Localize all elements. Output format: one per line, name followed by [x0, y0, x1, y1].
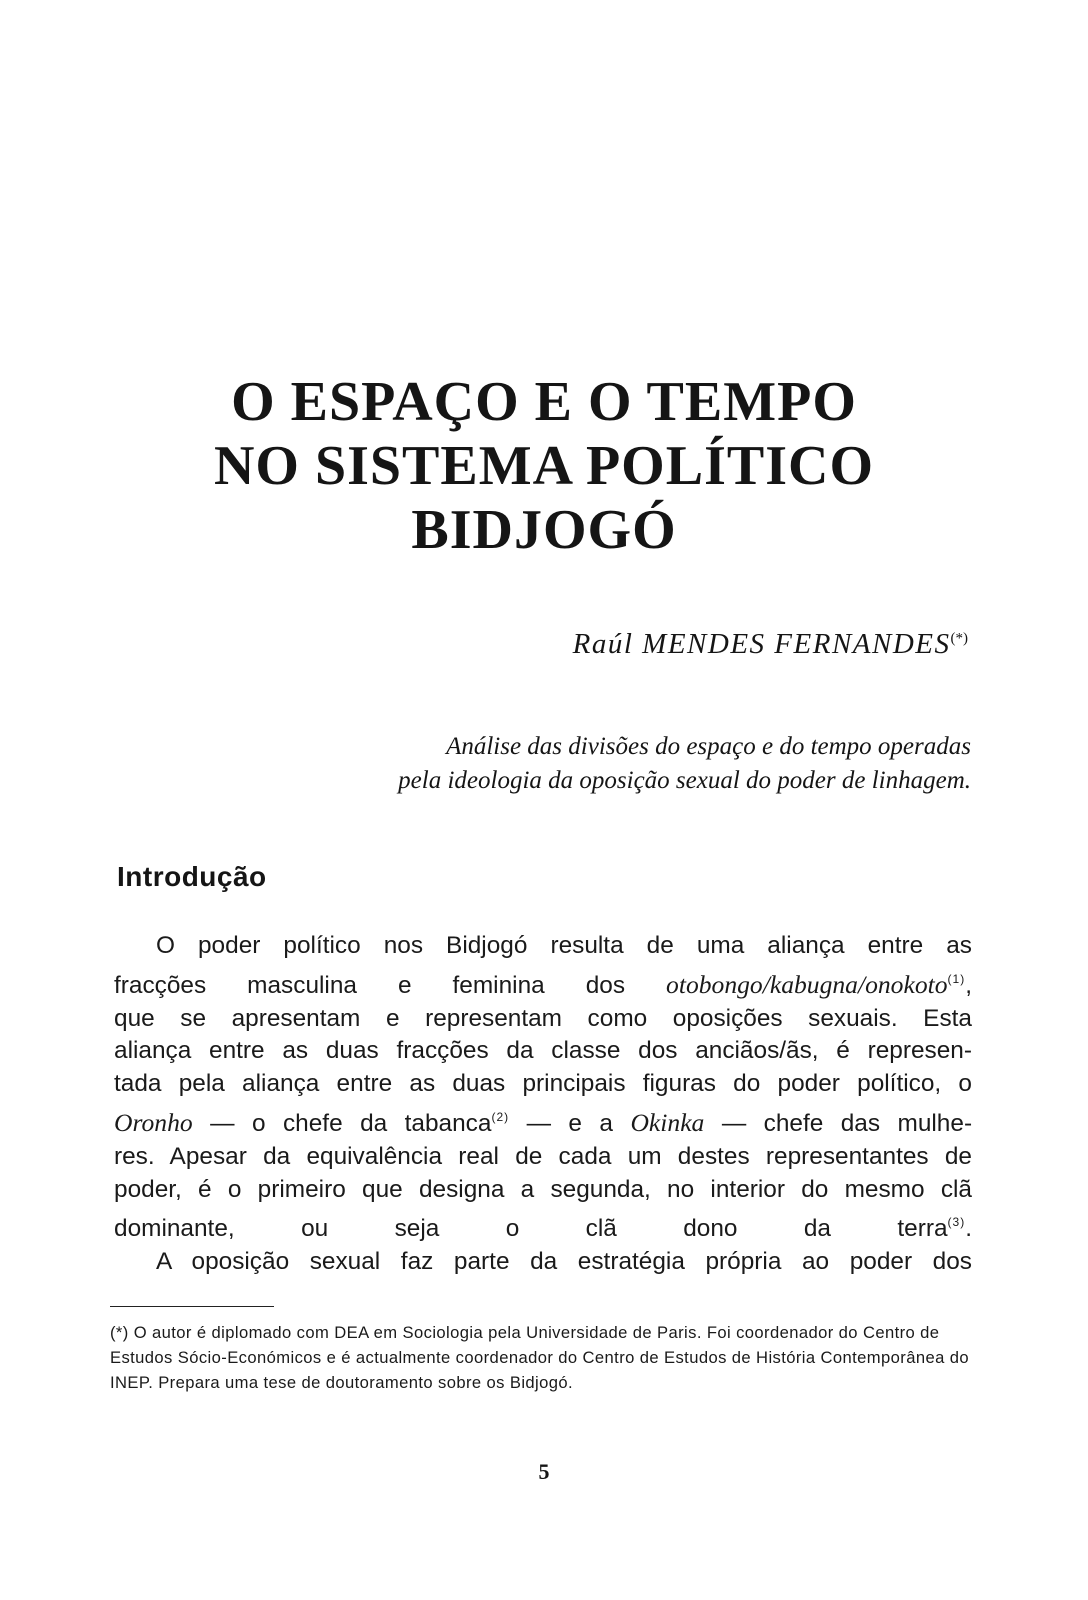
body-text-segment: dominante, ou seja o clã dono da terra: [114, 1215, 948, 1243]
body-line: [114, 963, 972, 1003]
abstract-line-2: pela ideologia da oposição sexual do poder de linhagem.: [398, 767, 971, 794]
body-line: que se apresentam e representam como oposições sexuais. Esta: [114, 1004, 972, 1032]
body-line: [114, 1206, 972, 1246]
term-otobongo: otobongo/kabugna/onokoto: [666, 969, 948, 999]
body-text-segment: — o chefe da tabanca: [210, 1109, 492, 1137]
title-line-1: O ESPAÇO E O TEMPO: [231, 371, 857, 433]
author-byline: [573, 628, 968, 661]
body-line: poder, é o primeiro que designa a segunda, no interior do mesmo clã: [114, 1175, 972, 1203]
footnote-ref-3: (3): [947, 1215, 966, 1230]
body-line: aliança entre as duas fracções da classe dos anciãos/ãs, é represen-: [114, 1037, 972, 1065]
footnote-ref-2: (2): [491, 1109, 510, 1124]
body-line: [114, 1101, 972, 1141]
abstract: [211, 730, 971, 798]
article-title: [140, 370, 948, 562]
abstract-line-1: Análise das divisões do espaço e do tempo operadas: [446, 733, 971, 760]
body-text-segment: ,: [965, 971, 972, 999]
body-line: A oposição sexual faz parte da estratégia própria ao poder dos: [156, 1248, 972, 1276]
body-text-segment: fracções masculina e feminina dos: [114, 971, 626, 999]
footnote: (*) O autor é diplomado com DEA em Sociologia pela Universidade de Paris. Foi coordenador do Centro de Estudos Sócio-Económicos e é actualmente coordenador do Centro de Estudos de História Contemporânea do INEP. Prepara uma tese de doutoramento sobre os Bidjogó.: [110, 1323, 969, 1392]
page-number: 5: [538, 1459, 550, 1484]
term-oronho: Oronho: [114, 1107, 193, 1137]
body-paragraphs: [114, 930, 972, 1279]
title-line-3: BIDJOGÓ: [411, 499, 677, 561]
author-name: Raúl MENDES FERNANDES: [572, 628, 951, 660]
body-text-segment: — chefe das mulhe-: [721, 1109, 973, 1137]
body-text-segment: — e a: [526, 1109, 613, 1137]
title-line-2: NO SISTEMA POLÍTICO: [213, 435, 875, 497]
footnote-divider: [110, 1306, 274, 1307]
author-note-marker: (*): [950, 630, 968, 647]
term-okinka: Okinka: [630, 1107, 705, 1137]
section-heading: Introdução: [117, 861, 267, 892]
footnote-ref-1: (1): [947, 971, 966, 986]
body-line: O poder político nos Bidjogó resulta de uma aliança entre as: [156, 932, 972, 959]
body-text-segment: .: [965, 1215, 972, 1243]
body-line: res. Apesar da equivalência real de cada um destes representantes de: [114, 1142, 972, 1170]
body-line: tada pela aliança entre as duas principais figuras do poder político, o: [114, 1070, 972, 1098]
